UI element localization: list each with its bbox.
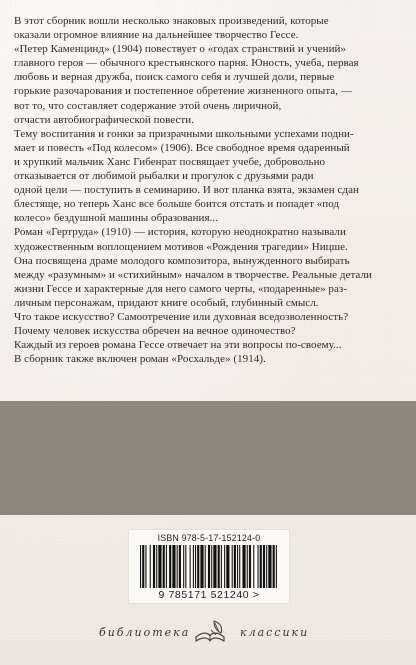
barcode-bar: [213, 545, 216, 588]
barcode-bar: [239, 545, 240, 588]
barcode-bar: [163, 545, 165, 588]
barcode-bar: [190, 545, 191, 588]
barcode-bar: [211, 545, 212, 588]
barcode-digits: 9 785171 521240 >: [158, 589, 260, 601]
barcode-bar: [153, 545, 155, 588]
barcode-bar: [266, 545, 267, 588]
book-quill-emblem-icon: [190, 617, 230, 645]
barcode-bar: [242, 545, 245, 588]
barcode-bar: [276, 545, 277, 588]
barcode-bar: [200, 545, 203, 588]
barcode-bar: [258, 545, 259, 588]
barcode-graphic: [140, 545, 278, 588]
barcode-bar: [205, 545, 206, 588]
barcode-bar: [142, 545, 144, 588]
barcode-bar: [249, 545, 251, 588]
barcode-bar: [179, 545, 181, 588]
barcode-bar: [232, 545, 233, 588]
annotation-paragraph-2: Тему воспитания и гонки за призрачными школьными успехами подни- мает и повесть «Под колесом» (1906). Все свободное время одаренный и хрупкий мальчик Ханс Гибенрат посвящает учебе, добровольно отказывается от любимой рыбалки и прогулок с друзьями ради одной цели — поступить в семинарию. И вот планка взята, экзамен сдан блестяще, но теперь Ханс все больше боится отстать и попадет «под колесо» бездушной машины образования...: [14, 127, 359, 225]
series-label-right: классики: [240, 626, 310, 639]
isbn-text: ISBN 978-5-17-152124-0: [157, 533, 261, 543]
barcode-bar: [218, 545, 220, 588]
barcode-bar: [234, 545, 236, 588]
barcode-bar: [224, 545, 225, 588]
barcode-bar: [268, 545, 271, 588]
barcode-bar: [247, 545, 248, 588]
barcode-bar: [193, 545, 194, 588]
barcode-bar: [166, 545, 167, 588]
barcode-bar: [253, 545, 254, 588]
series-logo: [0, 619, 416, 647]
barcode-bar: [140, 545, 141, 588]
barcode-bar: [260, 545, 262, 588]
annotation-paragraph-3: Роман «Гертруда» (1910) — история, которую неоднократно называли художественным воплощением мотивов «Рождения трагедии» Ницше. Она посвящена драме молодого композитора, вынужденного выбирать между «разумным» и «стихийным» началом в творчестве. Реальные детали жизни Гессе и характерные для него самого черты, «подаренные» раз- личным персонажам, придают книге особый, глубинный смысл. Что такое искусство? Самоотречение или духовная вседозволенность? Почему человек искусства обречен на вечное одиночество? Каждый из героев романа Гессе отвечает на эти вопросы по-своему... В сборник также включен роман «Росхальде» (1914).: [14, 226, 372, 366]
barcode-bar: [197, 545, 199, 588]
barcode-bar: [156, 545, 157, 588]
barcode-panel: [128, 529, 290, 604]
barcode-bar: [183, 545, 184, 588]
barcode-bar: [237, 545, 238, 588]
barcode-bar: [195, 545, 196, 588]
barcode-bar: [150, 545, 151, 588]
barcode-bar: [185, 545, 186, 588]
barcode-bar: [172, 545, 175, 588]
barcode-bar: [145, 545, 146, 588]
annotation-text: [14, 14, 402, 366]
barcode-bar: [208, 545, 210, 588]
barcode-bar: [263, 545, 265, 588]
annotation-paragraph-1: В этот сборник вошли несколько знаковых произведений, которые оказали огромное влияние на дальнейшее творчество Гессе. «Петер Каменцинд» (1904) повествует о «годах странствий и учений» главного героя — обычного крестьянского парня. Юность, учеба, первая любовь и верная дружба, поиск самого себя и лучшей доли, первые горькие разочарования и постепенное обретение жизненного опыта, — вот то, что составляет содержание этой очень лиричной, отчасти автобиографической повести.: [14, 15, 359, 126]
barcode-bar: [177, 545, 178, 588]
barcode-bar: [273, 545, 275, 588]
barcode-bar: [158, 545, 161, 588]
barcode-bar: [169, 545, 171, 588]
grey-band: [0, 401, 416, 515]
series-label-left: библиотека: [99, 626, 191, 639]
barcode-bar: [226, 545, 229, 588]
barcode-bar: [221, 545, 222, 588]
